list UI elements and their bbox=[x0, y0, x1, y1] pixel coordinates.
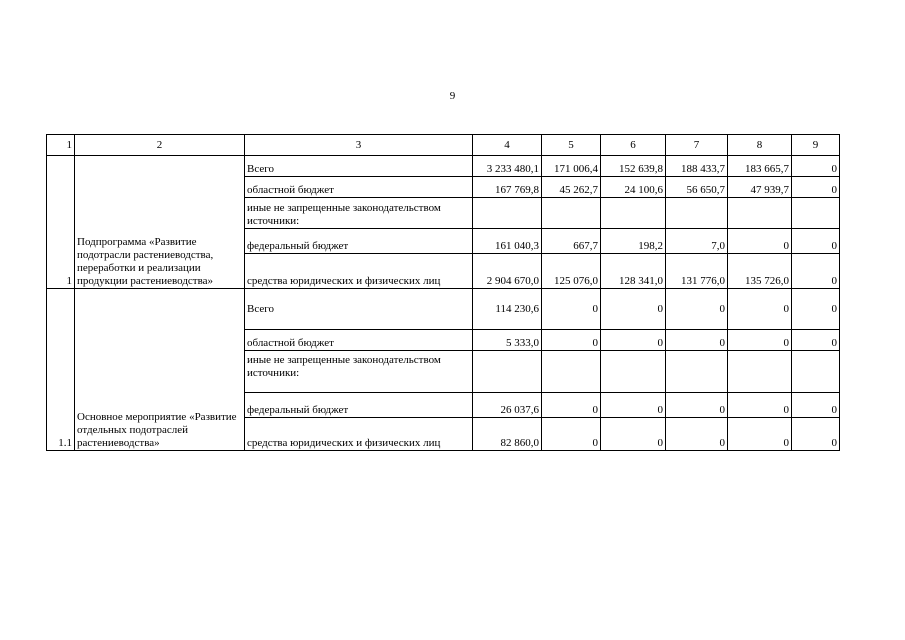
value-cell: 7,0 bbox=[666, 229, 728, 254]
col-header-6: 6 bbox=[601, 135, 666, 156]
value-cell: 26 037,6 bbox=[473, 393, 542, 418]
value-cell: 0 bbox=[792, 393, 840, 418]
value-cell: 188 433,7 bbox=[666, 156, 728, 177]
value-cell: 125 076,0 bbox=[542, 254, 601, 289]
value-cell: 0 bbox=[542, 418, 601, 451]
value-cell: 135 726,0 bbox=[728, 254, 792, 289]
col-header-5: 5 bbox=[542, 135, 601, 156]
value-cell: 183 665,7 bbox=[728, 156, 792, 177]
value-cell: 128 341,0 bbox=[601, 254, 666, 289]
value-cell: 0 bbox=[666, 393, 728, 418]
value-cell: 3 233 480,1 bbox=[473, 156, 542, 177]
value-cell: 0 bbox=[666, 418, 728, 451]
value-cell: 667,7 bbox=[542, 229, 601, 254]
funding-source: иные не запрещенные законодательством источники: bbox=[245, 351, 473, 393]
section-index: 1.1 bbox=[47, 289, 75, 451]
page-number: 9 bbox=[449, 90, 456, 102]
value-cell bbox=[473, 198, 542, 229]
value-cell: 24 100,6 bbox=[601, 177, 666, 198]
funding-source: Всего bbox=[245, 156, 473, 177]
value-cell: 0 bbox=[728, 393, 792, 418]
col-header-2: 2 bbox=[75, 135, 245, 156]
value-cell: 0 bbox=[792, 330, 840, 351]
col-header-4: 4 bbox=[473, 135, 542, 156]
budget-table bbox=[46, 134, 840, 451]
value-cell: 0 bbox=[792, 418, 840, 451]
funding-source: Всего bbox=[245, 289, 473, 330]
value-cell: 0 bbox=[601, 289, 666, 330]
value-cell: 0 bbox=[792, 289, 840, 330]
value-cell bbox=[728, 351, 792, 393]
value-cell: 0 bbox=[601, 418, 666, 451]
value-cell: 0 bbox=[542, 330, 601, 351]
value-cell: 0 bbox=[792, 177, 840, 198]
value-cell: 0 bbox=[728, 229, 792, 254]
value-cell: 0 bbox=[666, 330, 728, 351]
value-cell: 161 040,3 bbox=[473, 229, 542, 254]
table-row bbox=[47, 156, 840, 177]
section-name: Подпрограмма «Развитие подотрасли растениеводства, переработки и реализации продукции растениеводства» bbox=[75, 156, 245, 289]
value-cell: 198,2 bbox=[601, 229, 666, 254]
value-cell: 47 939,7 bbox=[728, 177, 792, 198]
value-cell: 0 bbox=[542, 289, 601, 330]
value-cell bbox=[792, 351, 840, 393]
col-header-8: 8 bbox=[728, 135, 792, 156]
funding-source: иные не запрещенные законодательством источники: bbox=[245, 198, 473, 229]
value-cell bbox=[666, 198, 728, 229]
col-header-1: 1 bbox=[47, 135, 75, 156]
value-cell: 0 bbox=[792, 254, 840, 289]
funding-source: областной бюджет bbox=[245, 177, 473, 198]
value-cell bbox=[542, 351, 601, 393]
value-cell: 0 bbox=[728, 418, 792, 451]
value-cell: 114 230,6 bbox=[473, 289, 542, 330]
value-cell: 0 bbox=[601, 393, 666, 418]
value-cell bbox=[728, 198, 792, 229]
funding-source: федеральный бюджет bbox=[245, 229, 473, 254]
value-cell: 0 bbox=[792, 229, 840, 254]
header-row bbox=[47, 135, 840, 156]
col-header-9: 9 bbox=[792, 135, 840, 156]
section-name: Основное мероприятие «Развитие отдельных подотраслей растениеводства» bbox=[75, 289, 245, 451]
value-cell: 82 860,0 bbox=[473, 418, 542, 451]
value-cell: 171 006,4 bbox=[542, 156, 601, 177]
funding-source: средства юридических и физических лиц bbox=[245, 418, 473, 451]
funding-source: областной бюджет bbox=[245, 330, 473, 351]
value-cell: 0 bbox=[792, 156, 840, 177]
col-header-3: 3 bbox=[245, 135, 473, 156]
section-index: 1 bbox=[47, 156, 75, 289]
value-cell bbox=[792, 198, 840, 229]
funding-source: средства юридических и физических лиц bbox=[245, 254, 473, 289]
value-cell bbox=[666, 351, 728, 393]
value-cell: 0 bbox=[542, 393, 601, 418]
value-cell: 45 262,7 bbox=[542, 177, 601, 198]
value-cell: 2 904 670,0 bbox=[473, 254, 542, 289]
value-cell bbox=[601, 351, 666, 393]
value-cell: 0 bbox=[666, 289, 728, 330]
value-cell bbox=[473, 351, 542, 393]
value-cell: 0 bbox=[728, 330, 792, 351]
value-cell bbox=[601, 198, 666, 229]
value-cell: 167 769,8 bbox=[473, 177, 542, 198]
value-cell: 131 776,0 bbox=[666, 254, 728, 289]
value-cell bbox=[542, 198, 601, 229]
table-row bbox=[47, 289, 840, 330]
funding-source: федеральный бюджет bbox=[245, 393, 473, 418]
value-cell: 152 639,8 bbox=[601, 156, 666, 177]
value-cell: 0 bbox=[601, 330, 666, 351]
col-header-7: 7 bbox=[666, 135, 728, 156]
value-cell: 5 333,0 bbox=[473, 330, 542, 351]
value-cell: 0 bbox=[728, 289, 792, 330]
value-cell: 56 650,7 bbox=[666, 177, 728, 198]
